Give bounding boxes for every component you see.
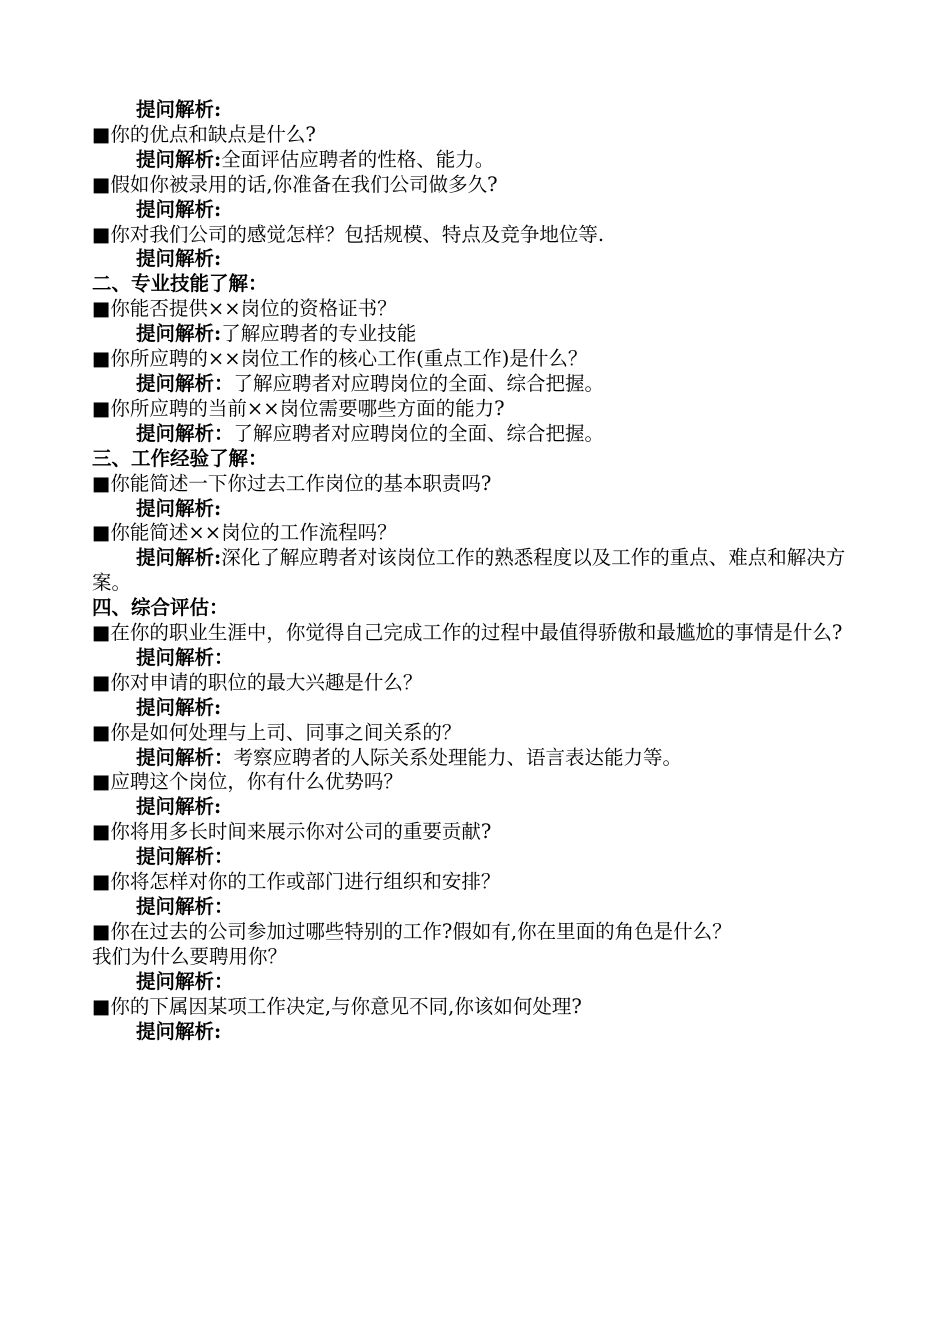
section-heading: 四、综合评估： (92, 596, 229, 620)
question-line: 我们为什么要聘用你？ (92, 944, 288, 968)
analysis-line: 提问解析: (136, 795, 222, 819)
question-line: ■你所应聘的当前××岗位需要哪些方面的能力? (92, 396, 505, 420)
question-line: ■你对申请的职位的最大兴趣是什么？ (92, 670, 423, 694)
question-line: ■你将用多长时间来展示你对公司的重要贡献? (92, 820, 492, 844)
question-line: ■应聘这个岗位，你有什么优势吗？ (92, 770, 403, 794)
section-heading: 二、专业技能了解： (92, 272, 268, 296)
analysis-line: 提问解析： (136, 645, 234, 669)
question-line: ■你能否提供××岗位的资格证书？ (92, 297, 397, 321)
question-line: ■你在过去的公司参加过哪些特别的工作?假如有,你在里面的角色是什么？ (92, 919, 732, 943)
question-line: ■假如你被录用的话,你准备在我们公司做多久? (92, 172, 498, 196)
analysis-line: 提问解析: (136, 695, 222, 719)
question-line: ■你所应聘的××岗位工作的核心工作(重点工作)是什么？ (92, 347, 588, 371)
analysis-line: 提问解析: (136, 247, 222, 271)
analysis-line: 提问解析： (136, 845, 234, 869)
analysis-line: 提问解析:全面评估应聘者的性格、能力。 (136, 147, 495, 171)
question-line: ■你是如何处理与上司、同事之间关系的？ (92, 720, 462, 744)
analysis-line: 提问解析：了解应聘者对应聘岗位的全面、综合把握。 (136, 371, 605, 395)
document-body (92, 98, 862, 1044)
analysis-line: 提问解析:了解应聘者的专业技能 (136, 322, 417, 346)
analysis-line: 提问解析： (136, 969, 234, 993)
question-line: ■你的优点和缺点是什么? (92, 122, 316, 146)
analysis-line: 提问解析：了解应聘者对应聘岗位的全面、综合把握。 (136, 421, 605, 445)
analysis-line: 提问解析：考察应聘者的人际关系处理能力、语言表达能力等。 (136, 745, 683, 769)
analysis-line: 提问解析: (136, 98, 222, 121)
analysis-line: 提问解析: (136, 1019, 222, 1043)
section-heading: 三、工作经验了解： (92, 446, 268, 470)
question-line: ■你将怎样对你的工作或部门进行组织和安排？ (92, 870, 501, 894)
analysis-line: 提问解析: (136, 496, 222, 520)
question-line: ■你能简述一下你过去工作岗位的基本职责吗? (92, 471, 492, 495)
question-line: ■你的下属因某项工作决定,与你意见不同,你该如何处理? (92, 994, 582, 1018)
question-line: ■你能简述××岗位的工作流程吗？ (92, 521, 397, 545)
analysis-line: 提问解析: (136, 197, 222, 221)
analysis-paragraph: 提问解析:深化了解应聘者对该岗位工作的熟悉程度以及工作的重点、难点和解决方案。 (92, 546, 846, 595)
analysis-line: 提问解析： (136, 895, 234, 918)
question-line: ■你对我们公司的感觉怎样？包括规模、特点及竞争地位等. (92, 222, 605, 246)
question-paragraph: ■在你的职业生涯中，你觉得自己完成工作的过程中最值得骄傲和最尴尬的事情是什么? (92, 621, 843, 645)
